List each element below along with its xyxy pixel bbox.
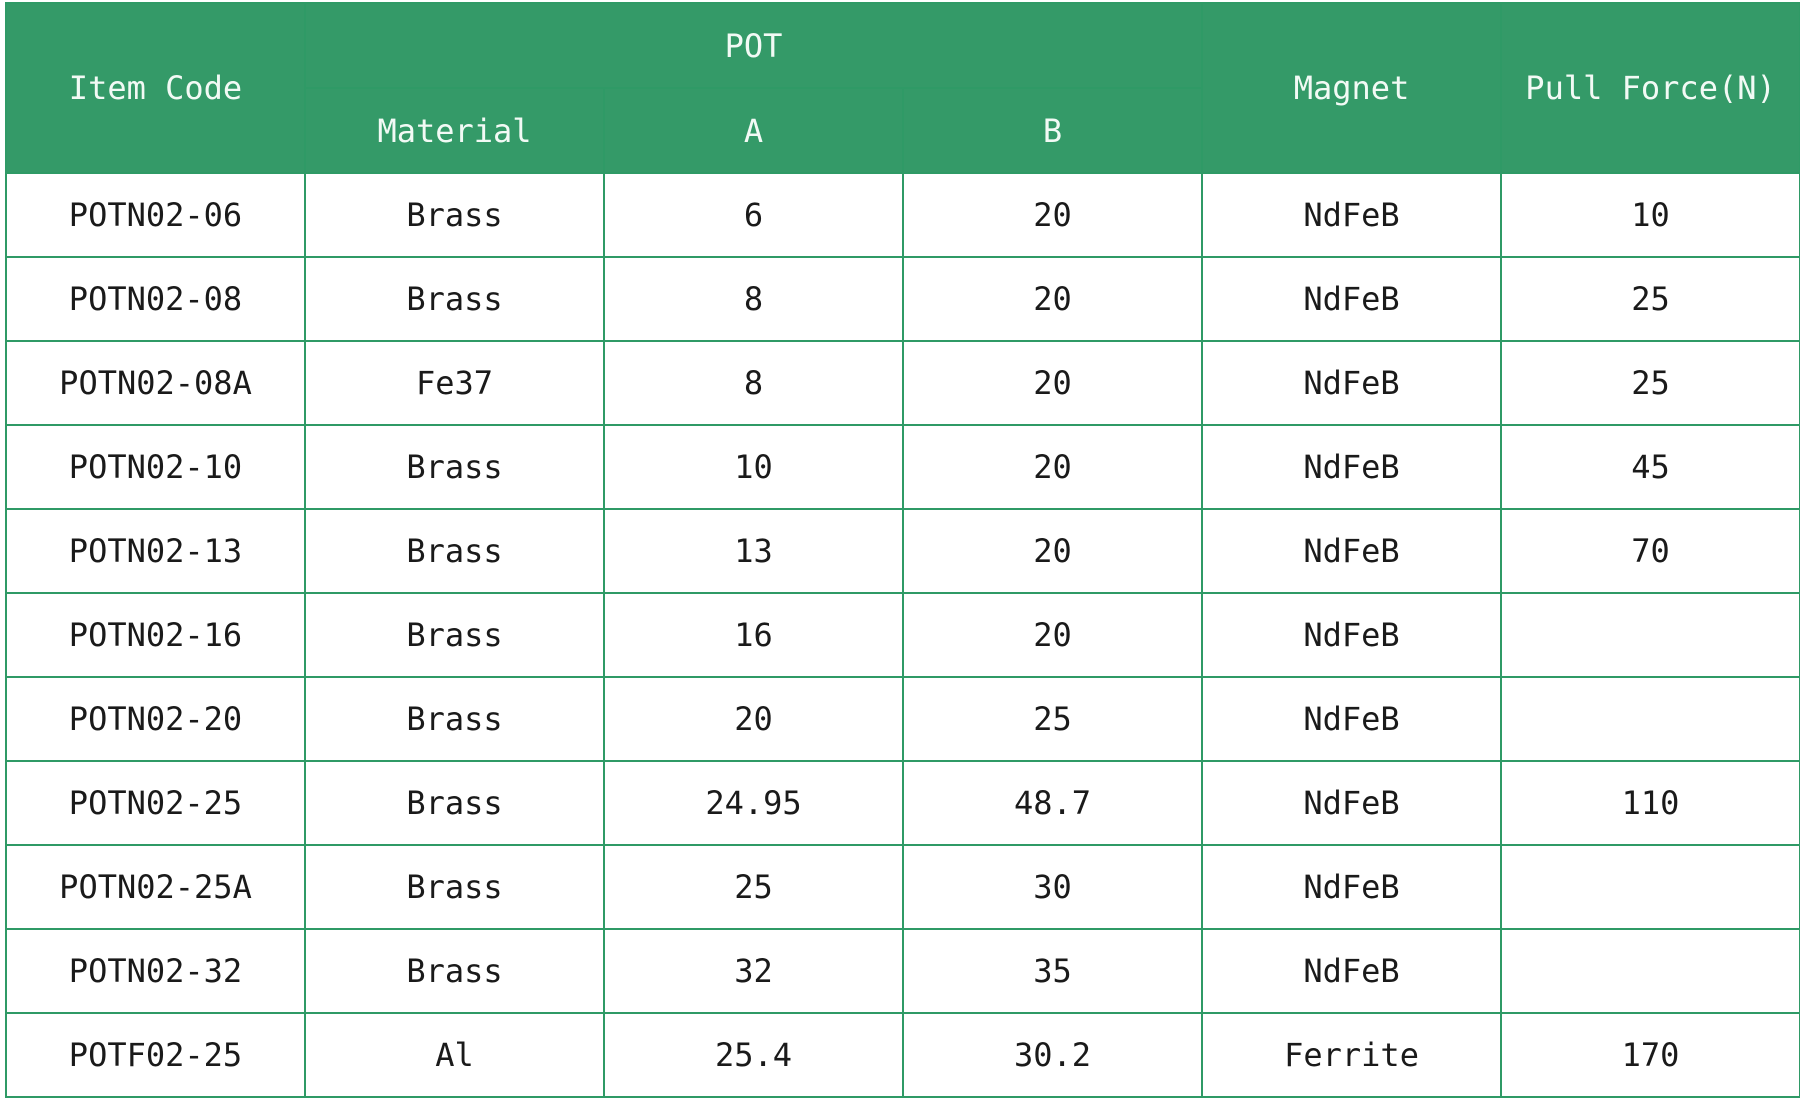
- magnet-cell: NdFeB: [1202, 509, 1501, 593]
- item-code-cell: POTN02-10: [6, 425, 305, 509]
- table-row: [6, 929, 1800, 1013]
- b-cell: 48.7: [903, 761, 1202, 845]
- magnet-cell: NdFeB: [1202, 845, 1501, 929]
- magnet-cell: Ferrite: [1202, 1013, 1501, 1097]
- b-cell: 20: [903, 593, 1202, 677]
- a-cell: 16: [604, 593, 903, 677]
- pull-force-cell: 25: [1501, 257, 1800, 341]
- table-body: [6, 173, 1800, 1097]
- b-cell: 20: [903, 257, 1202, 341]
- header-material: Material: [305, 88, 604, 173]
- item-code-cell: POTN02-16: [6, 593, 305, 677]
- pull-force-cell: 10: [1501, 173, 1800, 257]
- table-row: [6, 761, 1800, 845]
- header-pot: POT: [305, 3, 1202, 88]
- header-b: B: [903, 88, 1202, 173]
- material-cell: Brass: [305, 509, 604, 593]
- material-cell: Brass: [305, 761, 604, 845]
- product-spec-table: [5, 2, 1800, 1098]
- item-code-cell: POTF02-25: [6, 1013, 305, 1097]
- header-row-top: [6, 3, 1800, 88]
- table-row: [6, 1013, 1800, 1097]
- a-cell: 10: [604, 425, 903, 509]
- material-cell: Al: [305, 1013, 604, 1097]
- b-cell: 20: [903, 425, 1202, 509]
- table-row: [6, 845, 1800, 929]
- a-cell: 20: [604, 677, 903, 761]
- pull-force-cell: [1501, 593, 1800, 677]
- material-cell: Brass: [305, 929, 604, 1013]
- a-cell: 6: [604, 173, 903, 257]
- header-item-code: Item Code: [6, 3, 305, 173]
- magnet-cell: NdFeB: [1202, 173, 1501, 257]
- material-cell: Brass: [305, 173, 604, 257]
- pull-force-cell: [1501, 845, 1800, 929]
- item-code-cell: POTN02-20: [6, 677, 305, 761]
- table-row: [6, 173, 1800, 257]
- item-code-cell: POTN02-32: [6, 929, 305, 1013]
- magnet-cell: NdFeB: [1202, 593, 1501, 677]
- pull-force-cell: 25: [1501, 341, 1800, 425]
- magnet-cell: NdFeB: [1202, 677, 1501, 761]
- pull-force-cell: 170: [1501, 1013, 1800, 1097]
- magnet-cell: NdFeB: [1202, 257, 1501, 341]
- item-code-cell: POTN02-25A: [6, 845, 305, 929]
- table-row: [6, 425, 1800, 509]
- header-magnet: Magnet: [1202, 3, 1501, 173]
- table-row: [6, 257, 1800, 341]
- b-cell: 20: [903, 341, 1202, 425]
- b-cell: 30: [903, 845, 1202, 929]
- table-row: [6, 509, 1800, 593]
- material-cell: Brass: [305, 845, 604, 929]
- header-a: A: [604, 88, 903, 173]
- table-row: [6, 341, 1800, 425]
- magnet-cell: NdFeB: [1202, 761, 1501, 845]
- pull-force-cell: [1501, 929, 1800, 1013]
- a-cell: 8: [604, 341, 903, 425]
- pull-force-cell: 70: [1501, 509, 1800, 593]
- magnet-cell: NdFeB: [1202, 929, 1501, 1013]
- pull-force-cell: 45: [1501, 425, 1800, 509]
- material-cell: Brass: [305, 257, 604, 341]
- b-cell: 30.2: [903, 1013, 1202, 1097]
- item-code-cell: POTN02-13: [6, 509, 305, 593]
- material-cell: Fe37: [305, 341, 604, 425]
- table-header: [6, 3, 1800, 173]
- a-cell: 32: [604, 929, 903, 1013]
- table-row: [6, 593, 1800, 677]
- item-code-cell: POTN02-08A: [6, 341, 305, 425]
- pull-force-cell: [1501, 677, 1800, 761]
- a-cell: 8: [604, 257, 903, 341]
- a-cell: 25: [604, 845, 903, 929]
- a-cell: 25.4: [604, 1013, 903, 1097]
- header-pull-force: Pull Force(N): [1501, 3, 1800, 173]
- b-cell: 25: [903, 677, 1202, 761]
- a-cell: 13: [604, 509, 903, 593]
- table-row: [6, 677, 1800, 761]
- item-code-cell: POTN02-08: [6, 257, 305, 341]
- item-code-cell: POTN02-06: [6, 173, 305, 257]
- b-cell: 35: [903, 929, 1202, 1013]
- a-cell: 24.95: [604, 761, 903, 845]
- material-cell: Brass: [305, 677, 604, 761]
- item-code-cell: POTN02-25: [6, 761, 305, 845]
- material-cell: Brass: [305, 425, 604, 509]
- pull-force-cell: 110: [1501, 761, 1800, 845]
- magnet-cell: NdFeB: [1202, 341, 1501, 425]
- magnet-cell: NdFeB: [1202, 425, 1501, 509]
- material-cell: Brass: [305, 593, 604, 677]
- b-cell: 20: [903, 509, 1202, 593]
- b-cell: 20: [903, 173, 1202, 257]
